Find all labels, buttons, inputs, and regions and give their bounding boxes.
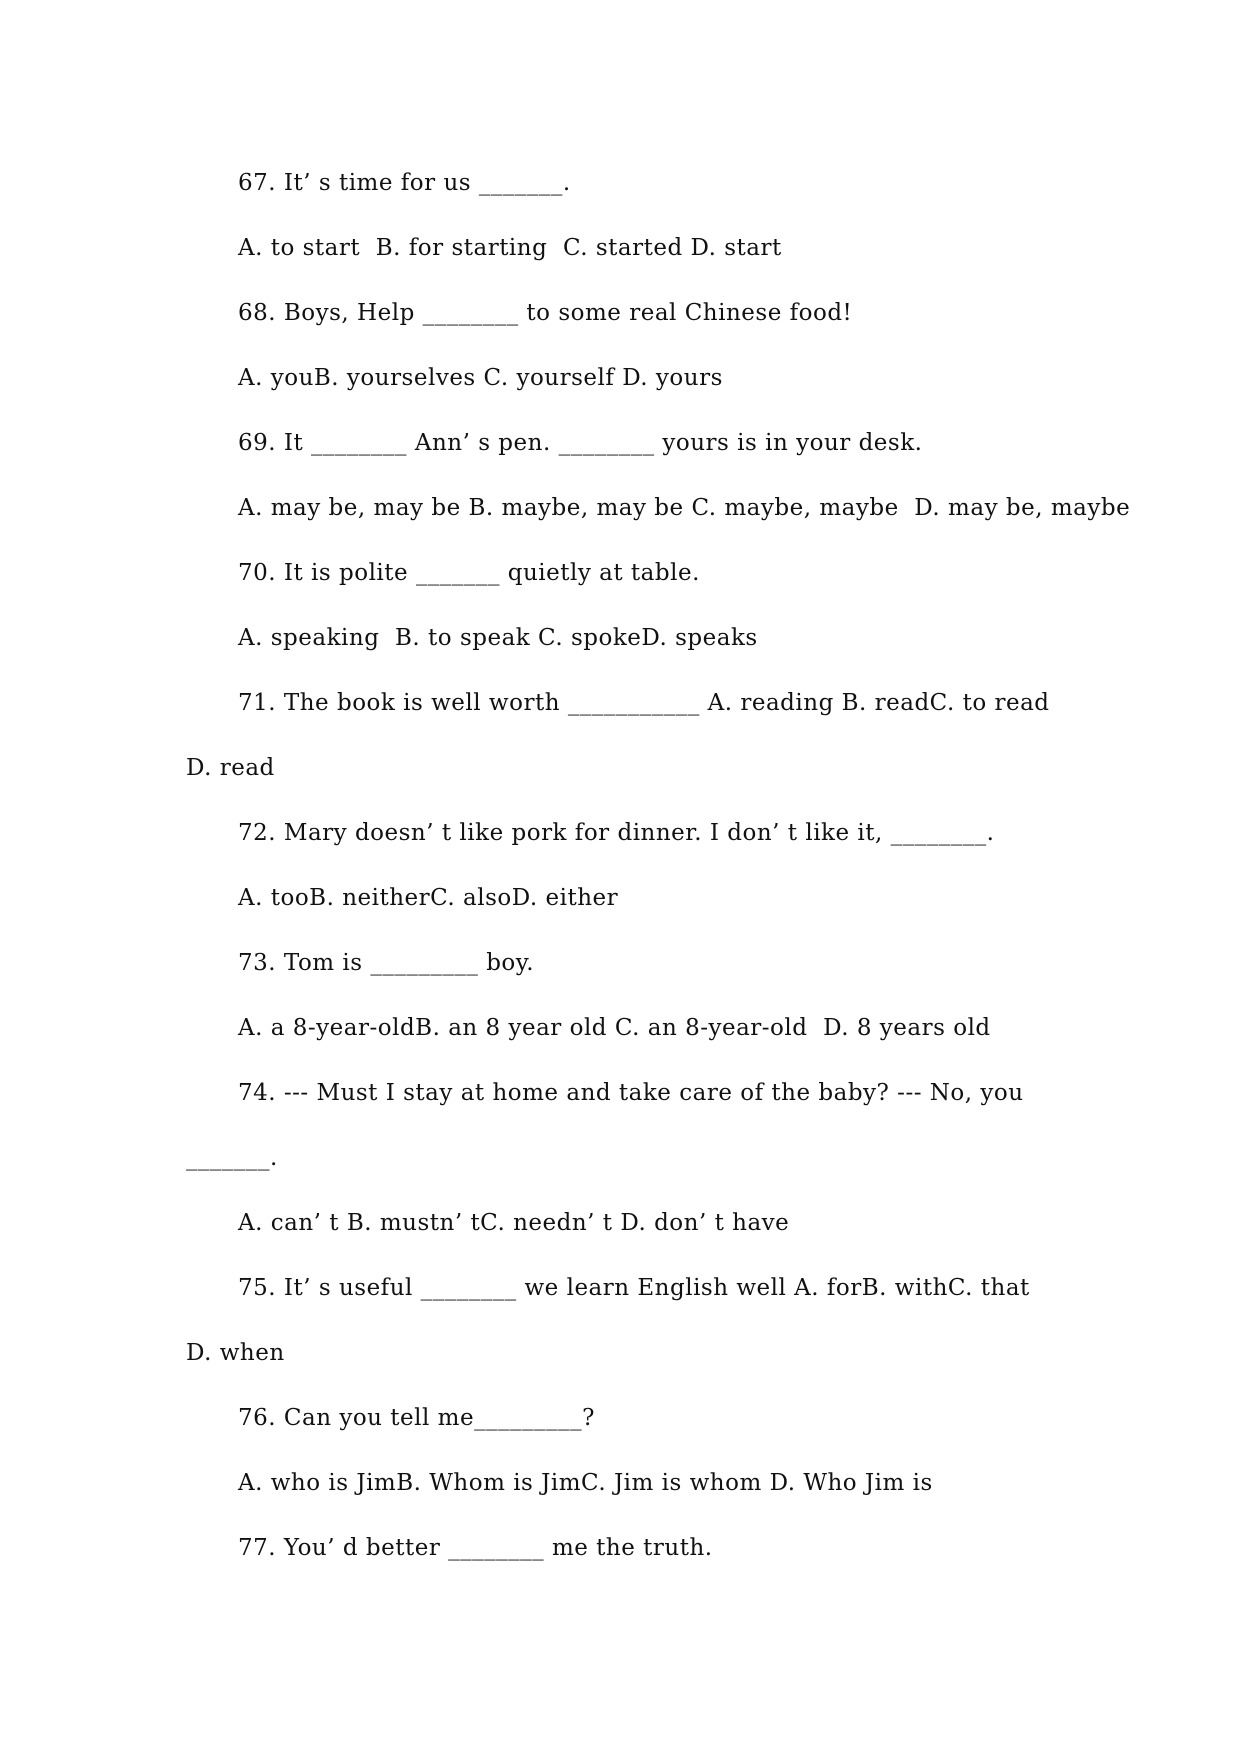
question-68: 68. Boys, Help ________ to some real Chinese food! xyxy=(238,300,853,326)
options-74: A. can’ t B. mustn’ tC. needn’ t D. don’ t have xyxy=(238,1210,790,1236)
options-69: A. may be, may be B. maybe, may be C. maybe, maybe D. may be, maybe xyxy=(238,495,1131,521)
question-77: 77. You’ d better ________ me the truth. xyxy=(238,1535,713,1561)
options-68: A. youB. yourselves C. yourself D. yours xyxy=(238,365,723,391)
question-74-continued: _______. xyxy=(186,1145,278,1171)
question-69: 69. It ________ Ann’ s pen. ________ yours is in your desk. xyxy=(238,430,923,456)
question-67: 67. It’ s time for us _______. xyxy=(238,170,571,196)
options-72: A. tooB. neitherC. alsoD. either xyxy=(238,885,619,911)
question-75: 75. It’ s useful ________ we learn English well A. forB. withC. that xyxy=(238,1275,1030,1301)
question-75-continued: D. when xyxy=(186,1340,285,1366)
question-71-continued: D. read xyxy=(186,755,275,781)
options-76: A. who is JimB. Whom is JimC. Jim is whom D. Who Jim is xyxy=(238,1470,933,1496)
question-73: 73. Tom is _________ boy. xyxy=(238,950,535,976)
question-71: 71. The book is well worth ___________ A. reading B. readC. to read xyxy=(238,690,1050,716)
question-74: 74. --- Must I stay at home and take care of the baby? --- No, you xyxy=(238,1080,1024,1106)
options-67: A. to start B. for starting C. started D. start xyxy=(238,235,782,261)
options-73: A. a 8-year-oldB. an 8 year old C. an 8-year-old D. 8 years old xyxy=(238,1015,991,1041)
options-70: A. speaking B. to speak C. spokeD. speaks xyxy=(238,625,758,651)
question-76: 76. Can you tell me_________? xyxy=(238,1405,595,1431)
question-70: 70. It is polite _______ quietly at table. xyxy=(238,560,700,586)
question-72: 72. Mary doesn’ t like pork for dinner. I don’ t like it, ________. xyxy=(238,820,995,846)
